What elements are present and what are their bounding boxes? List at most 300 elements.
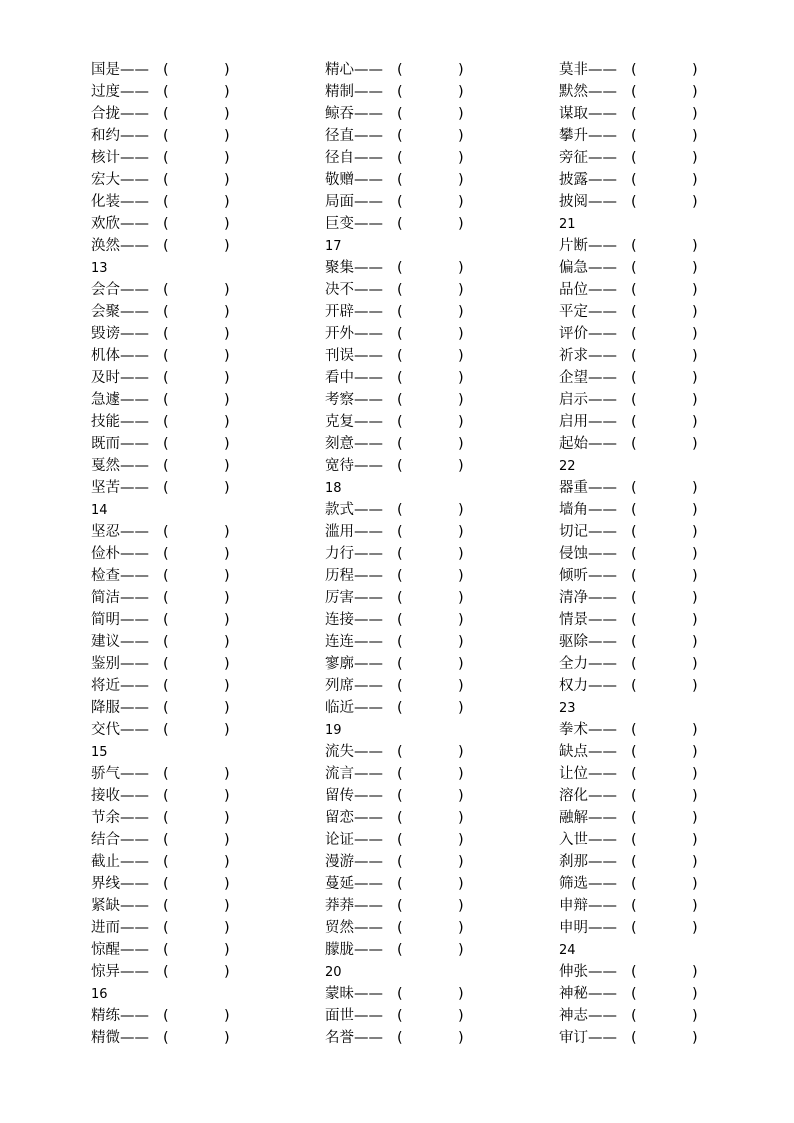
dash-separator: —— [354,876,383,892]
answer-blank-close: ) [458,1030,464,1046]
word-text: 简洁 [91,590,120,606]
answer-blank-open: ( [631,656,637,672]
dash-separator: —— [588,854,617,870]
word-item [325,279,505,301]
answer-blank-close: ) [458,744,464,760]
answer-blank-open: ( [631,898,637,914]
word-item [91,389,271,411]
word-text: 惊醒 [91,942,120,958]
dash-separator: —— [120,326,149,342]
answer-blank-close: ) [458,612,464,628]
answer-blank-open: ( [397,678,403,694]
answer-blank-close: ) [224,128,230,144]
dash-separator: —— [588,238,617,254]
answer-blank-close: ) [458,502,464,518]
answer-blank-open: ( [631,84,637,100]
answer-blank-open: ( [631,1008,637,1024]
answer-blank-close: ) [458,700,464,716]
word-item [91,829,271,851]
dash-separator: —— [120,942,149,958]
dash-separator: —— [120,392,149,408]
answer-blank-open: ( [163,62,169,78]
answer-blank-close: ) [692,590,698,606]
answer-blank-open: ( [397,568,403,584]
dash-separator: —— [120,62,149,78]
word-text: 建议 [91,634,120,650]
word-item [559,521,739,543]
answer-blank-close: ) [692,876,698,892]
word-text: 历程 [325,568,354,584]
word-text: 局面 [325,194,354,210]
answer-blank-close: ) [224,348,230,364]
answer-blank-close: ) [692,304,698,320]
word-item [559,565,739,587]
answer-blank-open: ( [397,326,403,342]
answer-blank-open: ( [397,150,403,166]
word-item [559,587,739,609]
word-item [91,851,271,873]
word-item [559,191,739,213]
answer-blank-open: ( [163,414,169,430]
word-text: 会合 [91,282,120,298]
answer-blank-open: ( [163,172,169,188]
answer-blank-close: ) [224,854,230,870]
word-text: 技能 [91,414,120,430]
word-item [91,807,271,829]
word-item [559,1027,739,1049]
answer-blank-open: ( [631,194,637,210]
dash-separator: —— [354,128,383,144]
word-text: 全力 [559,656,588,672]
dash-separator: —— [354,84,383,100]
dash-separator: —— [354,810,383,826]
dash-separator: —— [588,436,617,452]
answer-blank-close: ) [692,964,698,980]
word-text: 坚忍 [91,524,120,540]
answer-blank-close: ) [458,260,464,276]
word-text: 决不 [325,282,354,298]
word-text: 刻意 [325,436,354,452]
answer-blank-close: ) [692,150,698,166]
word-text: 审订 [559,1030,588,1046]
word-text: 权力 [559,678,588,694]
dash-separator: —— [354,392,383,408]
word-text: 过度 [91,84,120,100]
word-item [91,455,271,477]
answer-blank-close: ) [224,590,230,606]
word-item [325,323,505,345]
answer-blank-open: ( [631,1030,637,1046]
answer-blank-close: ) [458,304,464,320]
word-text: 评价 [559,326,588,342]
answer-blank-close: ) [224,612,230,628]
dash-separator: —— [120,172,149,188]
dash-separator: —— [588,568,617,584]
answer-blank-close: ) [692,436,698,452]
answer-blank-open: ( [163,348,169,364]
dash-separator: —— [120,304,149,320]
answer-blank-open: ( [397,788,403,804]
section-number-text: 19 [325,723,342,738]
answer-blank-open: ( [631,304,637,320]
word-text: 化装 [91,194,120,210]
answer-blank-close: ) [692,524,698,540]
dash-separator: —— [588,172,617,188]
answer-blank-close: ) [224,1030,230,1046]
answer-blank-close: ) [692,612,698,628]
answer-blank-open: ( [163,370,169,386]
word-text: 伸张 [559,964,588,980]
answer-blank-close: ) [458,678,464,694]
answer-blank-close: ) [458,942,464,958]
dash-separator: —— [120,370,149,386]
word-item [325,81,505,103]
section-number [91,741,271,763]
answer-blank-close: ) [458,854,464,870]
answer-blank-close: ) [458,128,464,144]
answer-blank-close: ) [224,1008,230,1024]
answer-blank-close: ) [692,1030,698,1046]
word-text: 流言 [325,766,354,782]
word-text: 敬赠 [325,172,354,188]
word-item [559,653,739,675]
dash-separator: —— [588,744,617,760]
answer-blank-close: ) [692,920,698,936]
answer-blank-open: ( [631,964,637,980]
word-item [325,741,505,763]
word-item [325,675,505,697]
dash-separator: —— [120,436,149,452]
dash-separator: —— [120,766,149,782]
answer-blank-close: ) [692,832,698,848]
word-text: 莫非 [559,62,588,78]
answer-blank-open: ( [631,810,637,826]
answer-blank-close: ) [692,722,698,738]
answer-blank-close: ) [458,414,464,430]
answer-blank-close: ) [224,876,230,892]
answer-blank-close: ) [224,106,230,122]
answer-blank-open: ( [631,788,637,804]
dash-separator: —— [588,62,617,78]
dash-separator: —— [354,590,383,606]
word-item [325,499,505,521]
word-text: 聚集 [325,260,354,276]
answer-blank-open: ( [631,128,637,144]
word-item [91,147,271,169]
word-item [91,543,271,565]
answer-blank-close: ) [224,524,230,540]
dash-separator: —— [588,656,617,672]
answer-blank-close: ) [692,502,698,518]
answer-blank-open: ( [631,62,637,78]
word-text: 旁征 [559,150,588,166]
answer-blank-close: ) [458,634,464,650]
section-number-text: 20 [325,965,342,980]
word-text: 溶化 [559,788,588,804]
word-item [91,367,271,389]
dash-separator: —— [354,546,383,562]
answer-blank-open: ( [397,986,403,1002]
answer-blank-open: ( [631,172,637,188]
dash-separator: —— [120,920,149,936]
word-text: 留传 [325,788,354,804]
dash-separator: —— [120,1030,149,1046]
answer-blank-open: ( [397,260,403,276]
answer-blank-close: ) [224,832,230,848]
word-text: 启用 [559,414,588,430]
dash-separator: —— [120,216,149,232]
dash-separator: —— [588,590,617,606]
answer-blank-open: ( [163,194,169,210]
word-item [91,235,271,257]
dash-separator: —— [354,744,383,760]
word-text: 情景 [559,612,588,628]
word-item [91,653,271,675]
word-text: 面世 [325,1008,354,1024]
word-text: 临近 [325,700,354,716]
answer-blank-close: ) [224,392,230,408]
answer-blank-close: ) [224,458,230,474]
answer-blank-open: ( [163,524,169,540]
word-text: 巨变 [325,216,354,232]
word-item [91,301,271,323]
answer-blank-open: ( [397,590,403,606]
word-item [325,763,505,785]
answer-blank-close: ) [224,194,230,210]
word-item [91,323,271,345]
word-item [91,213,271,235]
dash-separator: —— [120,282,149,298]
dash-separator: —— [588,832,617,848]
word-item [325,895,505,917]
word-text: 接收 [91,788,120,804]
word-text: 及时 [91,370,120,386]
word-text: 节余 [91,810,120,826]
section-number [559,455,739,477]
dash-separator: —— [120,480,149,496]
answer-blank-open: ( [397,854,403,870]
section-number [91,499,271,521]
answer-blank-open: ( [631,106,637,122]
dash-separator: —— [588,348,617,364]
word-item [325,103,505,125]
answer-blank-open: ( [163,282,169,298]
answer-blank-close: ) [224,326,230,342]
answer-blank-close: ) [458,392,464,408]
word-item [91,917,271,939]
answer-blank-open: ( [397,898,403,914]
answer-blank-close: ) [224,238,230,254]
word-item [559,81,739,103]
answer-blank-open: ( [397,656,403,672]
word-item [559,851,739,873]
answer-blank-open: ( [397,744,403,760]
answer-blank-close: ) [458,216,464,232]
word-text: 将近 [91,678,120,694]
word-item [559,147,739,169]
answer-blank-open: ( [397,304,403,320]
answer-blank-close: ) [692,106,698,122]
dash-separator: —— [120,84,149,100]
word-text: 切记 [559,524,588,540]
answer-blank-open: ( [631,766,637,782]
answer-blank-open: ( [631,480,637,496]
word-item [559,477,739,499]
dash-separator: —— [354,436,383,452]
word-text: 戛然 [91,458,120,474]
word-text: 检查 [91,568,120,584]
word-text: 精练 [91,1008,120,1024]
answer-blank-open: ( [397,810,403,826]
word-item [559,499,739,521]
answer-blank-close: ) [692,260,698,276]
dash-separator: —— [120,678,149,694]
answer-blank-open: ( [397,766,403,782]
dash-separator: —— [588,106,617,122]
word-item [559,301,739,323]
word-item [91,433,271,455]
answer-blank-close: ) [224,678,230,694]
column-2 [325,59,505,1049]
dash-separator: —— [120,458,149,474]
word-item [559,235,739,257]
word-item [325,455,505,477]
answer-blank-close: ) [692,568,698,584]
answer-blank-open: ( [397,348,403,364]
dash-separator: —— [354,568,383,584]
answer-blank-open: ( [163,876,169,892]
word-item [325,983,505,1005]
word-text: 缺点 [559,744,588,760]
answer-blank-open: ( [163,942,169,958]
answer-blank-close: ) [692,1008,698,1024]
word-item [91,81,271,103]
answer-blank-open: ( [163,612,169,628]
word-item [91,125,271,147]
answer-blank-close: ) [692,810,698,826]
answer-blank-open: ( [397,1030,403,1046]
word-item [559,609,739,631]
word-item [91,565,271,587]
word-text: 连连 [325,634,354,650]
answer-blank-close: ) [224,172,230,188]
word-text: 名誉 [325,1030,354,1046]
dash-separator: —— [354,216,383,232]
word-item [559,543,739,565]
dash-separator: —— [588,546,617,562]
word-text: 坚苦 [91,480,120,496]
answer-blank-open: ( [631,590,637,606]
answer-blank-open: ( [631,326,637,342]
word-text: 鉴别 [91,656,120,672]
answer-blank-close: ) [458,876,464,892]
word-text: 连接 [325,612,354,628]
answer-blank-close: ) [692,678,698,694]
answer-blank-open: ( [397,502,403,518]
answer-blank-open: ( [163,436,169,452]
answer-blank-open: ( [397,1008,403,1024]
word-text: 入世 [559,832,588,848]
answer-blank-open: ( [397,700,403,716]
answer-blank-close: ) [692,898,698,914]
answer-blank-close: ) [692,84,698,100]
answer-blank-close: ) [224,766,230,782]
answer-blank-open: ( [163,568,169,584]
word-text: 列席 [325,678,354,694]
word-text: 开辟 [325,304,354,320]
answer-blank-open: ( [163,832,169,848]
word-item [91,1027,271,1049]
word-text: 简明 [91,612,120,628]
answer-blank-open: ( [397,62,403,78]
answer-blank-open: ( [397,876,403,892]
word-item [325,653,505,675]
answer-blank-open: ( [397,458,403,474]
dash-separator: —— [354,700,383,716]
word-text: 开外 [325,326,354,342]
word-text: 贸然 [325,920,354,936]
dash-separator: —— [354,282,383,298]
word-text: 让位 [559,766,588,782]
word-item [559,829,739,851]
dash-separator: —— [354,986,383,1002]
answer-blank-close: ) [458,656,464,672]
word-item [559,675,739,697]
word-item [325,917,505,939]
word-item [325,873,505,895]
dash-separator: —— [354,150,383,166]
word-text: 结合 [91,832,120,848]
answer-blank-open: ( [163,326,169,342]
answer-blank-open: ( [397,282,403,298]
answer-blank-close: ) [224,920,230,936]
word-item [325,1027,505,1049]
answer-blank-open: ( [163,656,169,672]
dash-separator: —— [120,194,149,210]
word-text: 寥廓 [325,656,354,672]
column-3 [559,59,739,1049]
word-item [325,345,505,367]
word-text: 企望 [559,370,588,386]
word-text: 截止 [91,854,120,870]
word-item [91,1005,271,1027]
dash-separator: —— [588,392,617,408]
dash-separator: —— [354,172,383,188]
answer-blank-close: ) [458,282,464,298]
dash-separator: —— [588,414,617,430]
word-text: 品位 [559,282,588,298]
word-item [325,609,505,631]
word-item [91,411,271,433]
word-item [325,367,505,389]
answer-blank-open: ( [397,832,403,848]
dash-separator: —— [588,810,617,826]
dash-separator: —— [120,546,149,562]
word-text: 交代 [91,722,120,738]
word-text: 祈求 [559,348,588,364]
word-text: 考察 [325,392,354,408]
word-item [325,59,505,81]
answer-blank-close: ) [224,62,230,78]
answer-blank-close: ) [458,436,464,452]
answer-blank-close: ) [224,788,230,804]
word-item [325,147,505,169]
answer-blank-close: ) [458,106,464,122]
dash-separator: —— [588,766,617,782]
word-item [325,125,505,147]
answer-blank-close: ) [224,898,230,914]
answer-blank-close: ) [458,84,464,100]
